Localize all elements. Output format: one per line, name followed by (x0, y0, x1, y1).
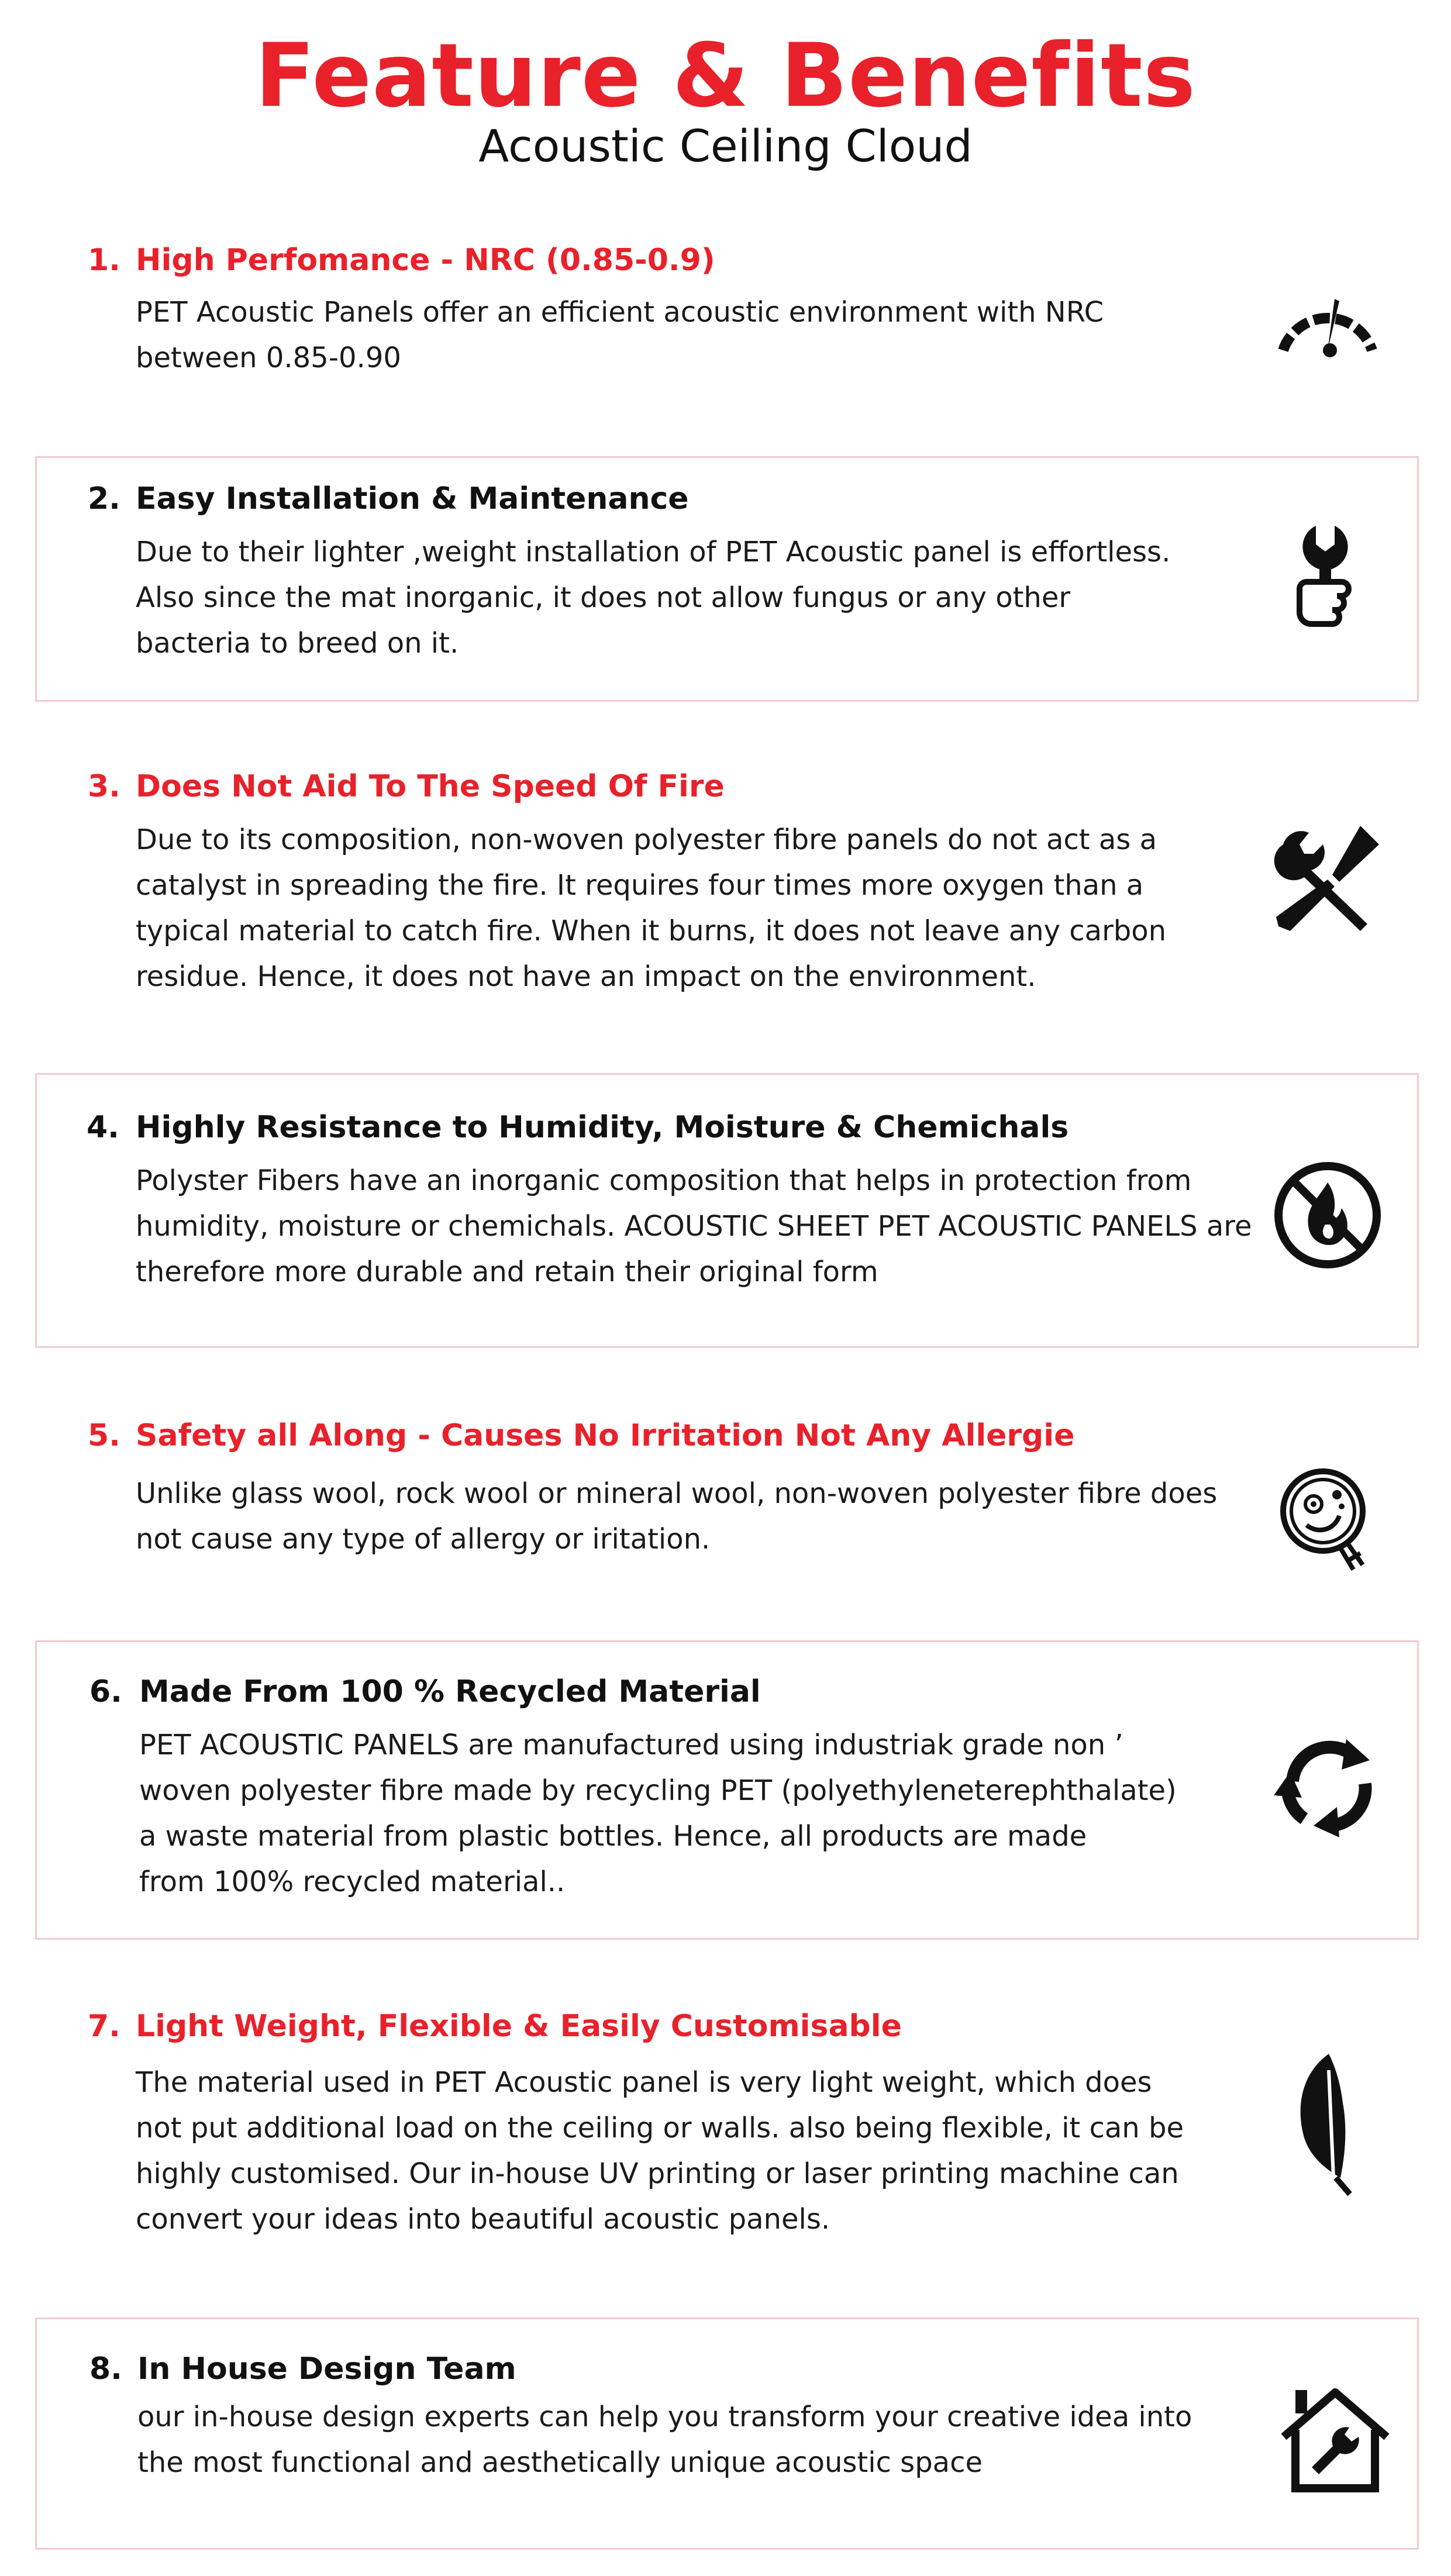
description-line: Polyster Fibers have an inorganic composition that helps in protection from (136, 1164, 1192, 1197)
description-line: between 0.85-0.90 (136, 342, 401, 374)
page-title: Feature & Benefits (254, 25, 1197, 127)
no-fire-icon (1269, 1157, 1386, 1274)
feature-item-6 (35, 1640, 1419, 1940)
description-line: not put additional load on the ceiling or walls. also being flexible, it can be (136, 2112, 1184, 2144)
description-line: from 100% recycled material.. (139, 1865, 566, 1898)
description-line: Unlike glass wool, rock wool or mineral wool, non-woven polyester fibre does (136, 1477, 1218, 1510)
feature-title: In House Design Team (137, 2351, 516, 2387)
feature-title: Made From 100 % Recycled Material (139, 1674, 761, 1709)
description-line: catalyst in spreading the fire. It requires four times more oxygen than a (136, 869, 1144, 902)
description-line: woven polyester fibre made by recycling PET (polyethyleneterephthalate) (139, 1774, 1177, 1807)
wrench-screwdriver-icon (1269, 819, 1386, 936)
description-line: bacteria to breed on it. (136, 627, 459, 660)
feature-description (136, 529, 1294, 666)
feature-description (136, 1158, 1294, 1295)
feature-title: Light Weight, Flexible & Easily Customisable (136, 2009, 902, 2044)
description-line: The material used in PET Acoustic panel is very light weight, which does (136, 2066, 1152, 2099)
feature-item-8 (35, 2318, 1419, 2550)
description-line: our in-house design experts can help you transform your creative idea into (137, 2401, 1192, 2433)
feature-title: High Perfomance - NRC (0.85-0.9) (136, 243, 715, 278)
feature-number: 2. (88, 481, 120, 516)
feature-description (136, 1471, 1294, 1562)
description-line: therefore more durable and retain their original form (136, 1256, 878, 1288)
feature-item-7 (35, 1980, 1419, 2272)
feature-title: Highly Resistance to Humidity, Moisture & Chemichals (136, 1110, 1069, 1145)
description-line: convert your ideas into beautiful acoustic panels. (136, 2203, 830, 2236)
speedometer-icon (1269, 266, 1386, 383)
description-line: Due to its composition, non-woven polyester fibre panels do not act as a (136, 823, 1157, 856)
feature-item-3 (35, 743, 1419, 1023)
feature-title: Easy Installation & Maintenance (136, 481, 689, 516)
description-line: Also since the mat inorganic, it does not allow fungus or any other (136, 581, 1071, 614)
feather-icon (1263, 2047, 1380, 2199)
description-line: highly customised. Our in-house UV printing or laser printing machine can (136, 2157, 1179, 2190)
feature-number: 3. (88, 769, 120, 804)
feature-title: Does Not Aid To The Speed Of Fire (136, 769, 725, 804)
feature-number: 5. (88, 1418, 120, 1453)
description-line: Due to their lighter ,weight installation of PET Acoustic panel is effortless. (136, 536, 1171, 568)
feature-number: 4. (87, 1110, 119, 1145)
feature-number: 7. (88, 2009, 120, 2044)
feature-description (136, 289, 1294, 381)
feature-number: 6. (89, 1674, 122, 1709)
feature-description (136, 2060, 1294, 2242)
description-line: residue. Hence, it does not have an impact on the environment. (136, 960, 1036, 993)
feature-description (137, 2394, 1295, 2485)
feature-number: 1. (88, 243, 120, 278)
feature-description (136, 817, 1294, 999)
page-subtitle: Acoustic Ceiling Cloud (478, 120, 973, 172)
feature-title: Safety all Along - Causes No Irritation Not Any Allergie (136, 1418, 1075, 1453)
description-line: humidity, moisture or chemichals. ACOUSTIC SHEET PET ACOUSTIC PANELS are (136, 1210, 1252, 1243)
feature-item-1 (35, 225, 1419, 418)
description-line: a waste material from plastic bottles. Hence, all products are made (139, 1820, 1087, 1853)
feature-item-4 (35, 1073, 1419, 1348)
bacteria-magnifier-icon (1269, 1462, 1386, 1579)
description-line: the most functional and aesthetically unique acoustic space (137, 2446, 983, 2479)
hand-wrench-icon (1269, 516, 1386, 633)
description-line: not cause any type of allergy or iritation. (136, 1523, 711, 1556)
feature-description (139, 1722, 1297, 1905)
recycle-icon (1269, 1730, 1386, 1847)
feature-item-2 (35, 456, 1419, 702)
description-line: PET ACOUSTIC PANELS are manufactured using industriak grade non ’ (139, 1729, 1123, 1761)
description-line: typical material to catch fire. When it burns, it does not leave any carbon (136, 915, 1167, 947)
feature-number: 8. (89, 2351, 122, 2387)
feature-item-5 (35, 1392, 1419, 1608)
house-wrench-icon (1277, 2381, 1394, 2498)
description-line: PET Acoustic Panels offer an efficient acoustic environment with NRC (136, 296, 1104, 329)
